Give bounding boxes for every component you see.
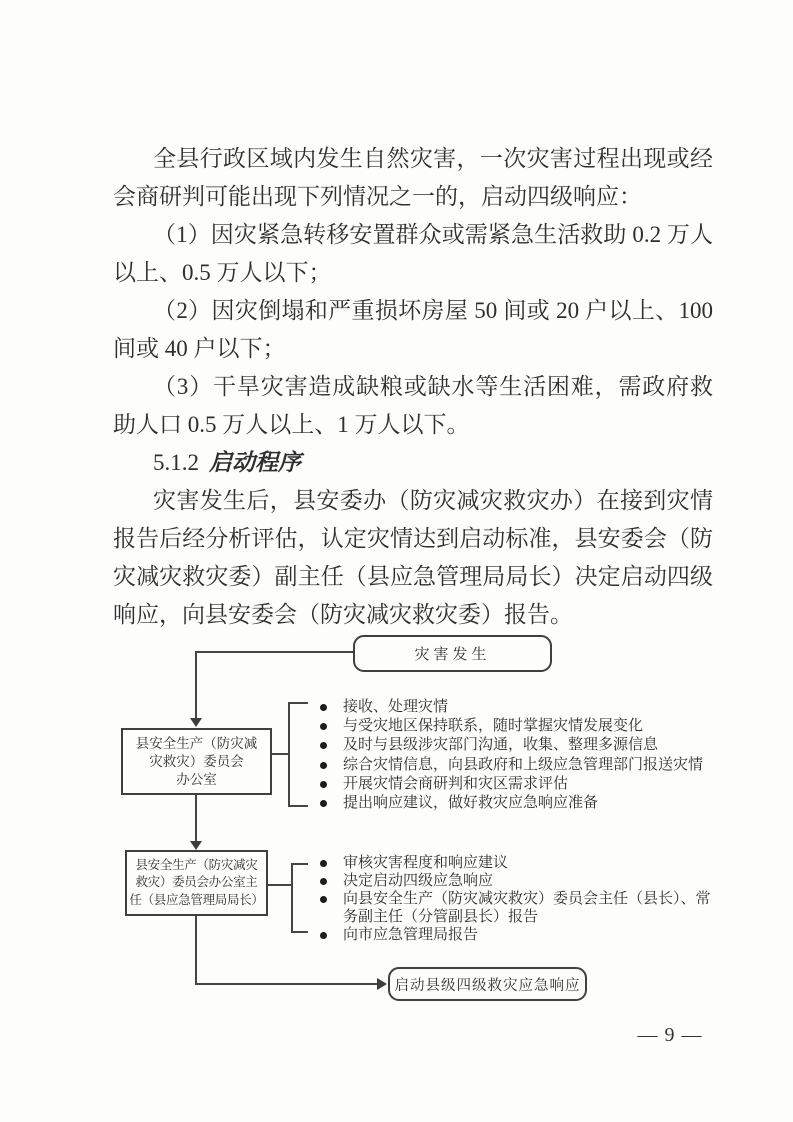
node-line: 救灾）委员会办公室主 (135, 875, 258, 890)
task-item (320, 698, 703, 717)
bullet-icon (320, 860, 327, 867)
office-task-list (320, 698, 703, 813)
bullet-icon (320, 878, 327, 885)
task-item-continuation (320, 908, 711, 926)
connector-director-down (195, 916, 197, 985)
flowchart-node-office-director (125, 850, 268, 916)
connector-to-end-horizontal (195, 983, 377, 985)
arrowhead-down-to-office (190, 718, 202, 727)
task-text: 与受灾地区保持联系，随时掌握灾情发展变化 (343, 718, 644, 735)
flowchart-node-activate-response (388, 967, 587, 1001)
page-number: — 9 — (637, 1024, 703, 1046)
section-heading (113, 444, 713, 482)
task-item (320, 717, 703, 736)
flowchart-node-disaster-occurs (353, 635, 552, 672)
response-flowchart (0, 635, 793, 1020)
bracket-director-spine (291, 863, 293, 933)
node-line: 县安全生产（防灾减 (135, 735, 258, 751)
task-item (320, 926, 711, 944)
arrowhead-down-to-director (190, 841, 202, 850)
connector-office-to-director (195, 795, 197, 842)
connector-office-to-bracket (272, 753, 289, 755)
paragraph-item-2: （2）因灾倒塌和严重损坏房屋 50 间或 20 户以上、100 间或 40 户以下； (113, 298, 713, 361)
node-line: 县安全生产（防灾减灾 (135, 857, 258, 872)
bullet-icon (320, 896, 327, 903)
task-text: 审核灾害程度和响应建议 (343, 855, 509, 871)
body-text-block (113, 140, 713, 634)
paragraph-item-1: （1）因灾紧急转移安置群众或需紧急生活救助 0.2 万人以上、0.5 万人以下； (113, 222, 713, 285)
bullet-icon (320, 781, 327, 788)
connector-director-to-bracket (268, 884, 292, 886)
bullet-icon (320, 800, 327, 807)
bullet-icon (320, 723, 327, 730)
task-text: 向市应急管理局报告 (343, 927, 479, 943)
paragraph-response-criteria: 全县行政区域内发生自然灾害，一次灾害过程出现或经会商研判可能出现下列情况之一的，启动四级响应： (113, 146, 713, 209)
task-item (320, 794, 703, 813)
task-item (320, 854, 711, 872)
task-item (320, 756, 703, 775)
node-line: 灾救灾）委员会 (149, 753, 244, 769)
task-text: 向县安全生产（防灾减灾救灾）委员会主任（县长）、常 (343, 891, 711, 907)
task-text: 提出响应建议，做好救灾应急响应准备 (343, 795, 599, 812)
bracket-director-arm-bottom (291, 931, 308, 933)
bracket-office-arm-top (288, 702, 308, 704)
node-label: 灾害发生 (414, 647, 491, 663)
flowchart-node-safety-committee-office (121, 728, 272, 795)
task-text: 综合灾情信息，向县政府和上级应急管理部门报送灾情 (343, 756, 704, 773)
connector-start-vertical (195, 651, 197, 719)
task-text: 开展灾情会商研判和灾区需求评估 (343, 775, 569, 792)
arrowhead-right-to-end (377, 978, 387, 990)
director-task-list (320, 854, 711, 944)
task-text: 及时与县级涉灾部门沟通，收集、整理多源信息 (343, 737, 659, 754)
node-line: 任（县应急管理局局长） (129, 892, 264, 907)
bullet-icon (320, 704, 327, 711)
task-item (320, 890, 711, 908)
section-title: 启动程序 (209, 450, 301, 475)
node-line: 办公室 (176, 771, 217, 787)
bullet-icon (320, 762, 327, 769)
paragraph-startup-procedure: 灾害发生后，县安委办（防灾减灾救灾办）在接到灾情报告后经分析评估，认定灾情达到启动标准，县安委会（防灾减灾救灾委）副主任（县应急管理局局长）决定启动四级响应，向县安委会（防灾减灾救灾委）报告。 (113, 488, 713, 627)
bracket-director-arm-top (291, 863, 308, 865)
task-text: 接收、处理灾情 (343, 699, 449, 715)
paragraph-item-3: （3）干旱灾害造成缺粮或缺水等生活困难，需政府救助人口 0.5 万人以上、1 万人以下。 (113, 374, 713, 437)
bracket-office-arm-bottom (288, 805, 308, 807)
task-item (320, 736, 703, 755)
task-text: 决定启动四级应急响应 (343, 873, 494, 889)
section-number: 5.1.2 (153, 450, 199, 475)
bullet-icon (320, 932, 327, 939)
task-item (320, 775, 703, 794)
task-text: 务副主任（分管副县长）报告 (343, 909, 539, 925)
task-item (320, 872, 711, 890)
node-label: 启动县级四级救灾应急响应 (394, 977, 581, 994)
bullet-icon (320, 742, 327, 749)
bracket-office-spine (288, 702, 290, 807)
connector-start-horizontal (196, 651, 353, 653)
